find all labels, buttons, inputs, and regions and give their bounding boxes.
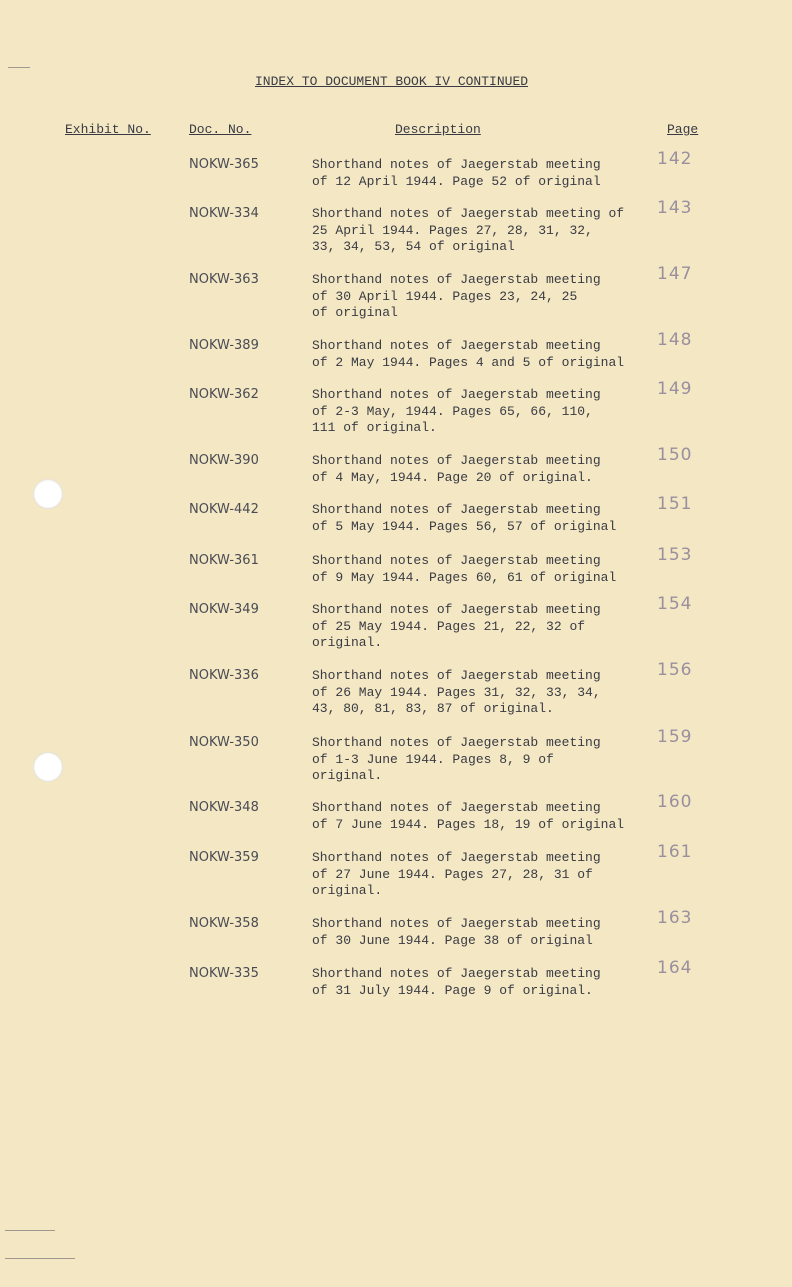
description-line: Shorthand notes of Jaegerstab meeting (312, 453, 601, 468)
doc-number: NOKW-442 (189, 502, 259, 517)
description (312, 206, 652, 256)
description-line: Shorthand notes of Jaegerstab meeting (312, 502, 601, 517)
description-line: Shorthand notes of Jaegerstab meeting of (312, 206, 625, 221)
description-line: of 31 July 1944. Page 9 of original. (312, 982, 593, 998)
description (312, 668, 652, 718)
page-number: 142 (657, 149, 693, 169)
punch-hole-bottom (33, 752, 63, 782)
description (312, 387, 652, 437)
description-line: of 30 April 1944. Pages 23, 24, 25 (312, 288, 578, 304)
page-title: INDEX TO DOCUMENT BOOK IV CONTINUED (255, 74, 529, 89)
description-line: Shorthand notes of Jaegerstab meeting (312, 602, 601, 617)
description (312, 553, 652, 586)
page-number: 160 (657, 792, 693, 812)
description (312, 966, 652, 999)
margin-mark (8, 67, 30, 68)
page-number: 147 (657, 264, 693, 284)
description-line: Shorthand notes of Jaegerstab meeting (312, 338, 601, 353)
description-line: Shorthand notes of Jaegerstab meeting (312, 387, 601, 402)
description-line: Shorthand notes of Jaegerstab meeting (312, 966, 601, 981)
doc-number: NOKW-363 (189, 272, 259, 287)
description-line: of 7 June 1944. Pages 18, 19 of original (312, 816, 625, 832)
doc-number: NOKW-361 (189, 553, 259, 568)
page-number: 156 (657, 660, 693, 680)
description (312, 916, 652, 949)
description (312, 453, 652, 486)
doc-number: NOKW-349 (189, 602, 259, 617)
description-line: of 4 May, 1944. Page 20 of original. (312, 469, 593, 485)
description-line: of original (312, 305, 398, 320)
doc-number: NOKW-362 (189, 387, 259, 402)
doc-number: NOKW-336 (189, 668, 259, 683)
description-line: of 2 May 1944. Pages 4 and 5 of original (312, 354, 625, 370)
description-line: of 30 June 1944. Page 38 of original (312, 932, 593, 948)
description-line: Shorthand notes of Jaegerstab meeting (312, 157, 601, 172)
description (312, 502, 652, 535)
page-number: 164 (657, 958, 693, 978)
description-line: of 25 May 1944. Pages 21, 22, 32 of (312, 618, 586, 634)
doc-number: NOKW-389 (189, 338, 259, 353)
page-number: 143 (657, 198, 693, 218)
description-line: original. (312, 768, 383, 783)
description (312, 338, 652, 371)
column-header-page: Page (667, 122, 699, 137)
page-number: 159 (657, 727, 693, 747)
page-number: 150 (657, 445, 693, 465)
description-line: of 27 June 1944. Pages 27, 28, 31 of (312, 866, 593, 882)
description-line: 111 of original. (312, 420, 437, 435)
punch-hole-top (33, 479, 63, 509)
description-line: of 26 May 1944. Pages 31, 32, 33, 34, (312, 684, 601, 700)
description-line: Shorthand notes of Jaegerstab meeting (312, 553, 601, 568)
doc-number: NOKW-334 (189, 206, 259, 221)
description-line: of 5 May 1944. Pages 56, 57 of original (312, 518, 617, 534)
description-line: of 9 May 1944. Pages 60, 61 of original (312, 569, 617, 585)
description-line: original. (312, 635, 383, 650)
doc-number: NOKW-365 (189, 157, 259, 172)
column-header-doc: Doc. No. (189, 122, 252, 137)
description-line: Shorthand notes of Jaegerstab meeting (312, 735, 601, 750)
page-number: 148 (657, 330, 693, 350)
description-line: Shorthand notes of Jaegerstab meeting (312, 272, 601, 287)
description (312, 157, 652, 190)
margin-mark (5, 1230, 55, 1231)
description (312, 272, 652, 322)
page-number: 151 (657, 494, 693, 514)
description-line: Shorthand notes of Jaegerstab meeting (312, 668, 601, 683)
page-number: 154 (657, 594, 693, 614)
page-number: 153 (657, 545, 693, 565)
description-line: of 12 April 1944. Page 52 of original (312, 173, 601, 189)
page-number: 163 (657, 908, 693, 928)
description-line: Shorthand notes of Jaegerstab meeting (312, 850, 601, 865)
doc-number: NOKW-358 (189, 916, 259, 931)
description-line: of 1-3 June 1944. Pages 8, 9 of (312, 751, 554, 767)
doc-number: NOKW-390 (189, 453, 259, 468)
page-number: 149 (657, 379, 693, 399)
description-line: 33, 34, 53, 54 of original (312, 239, 515, 254)
description (312, 735, 652, 785)
description-line: Shorthand notes of Jaegerstab meeting (312, 916, 601, 931)
doc-number: NOKW-348 (189, 800, 259, 815)
description-line: 43, 80, 81, 83, 87 of original. (312, 701, 554, 716)
description-line: original. (312, 883, 383, 898)
description-line: Shorthand notes of Jaegerstab meeting (312, 800, 601, 815)
description-line: of 2-3 May, 1944. Pages 65, 66, 110, (312, 403, 593, 419)
description (312, 850, 652, 900)
doc-number: NOKW-359 (189, 850, 259, 865)
column-header-exhibit: Exhibit No. (65, 122, 151, 137)
description-line: 25 April 1944. Pages 27, 28, 31, 32, (312, 222, 593, 238)
doc-number: NOKW-335 (189, 966, 259, 981)
margin-mark (5, 1258, 75, 1259)
doc-number: NOKW-350 (189, 735, 259, 750)
description (312, 602, 652, 652)
column-header-description: Description (395, 122, 481, 137)
page-number: 161 (657, 842, 693, 862)
description (312, 800, 652, 833)
